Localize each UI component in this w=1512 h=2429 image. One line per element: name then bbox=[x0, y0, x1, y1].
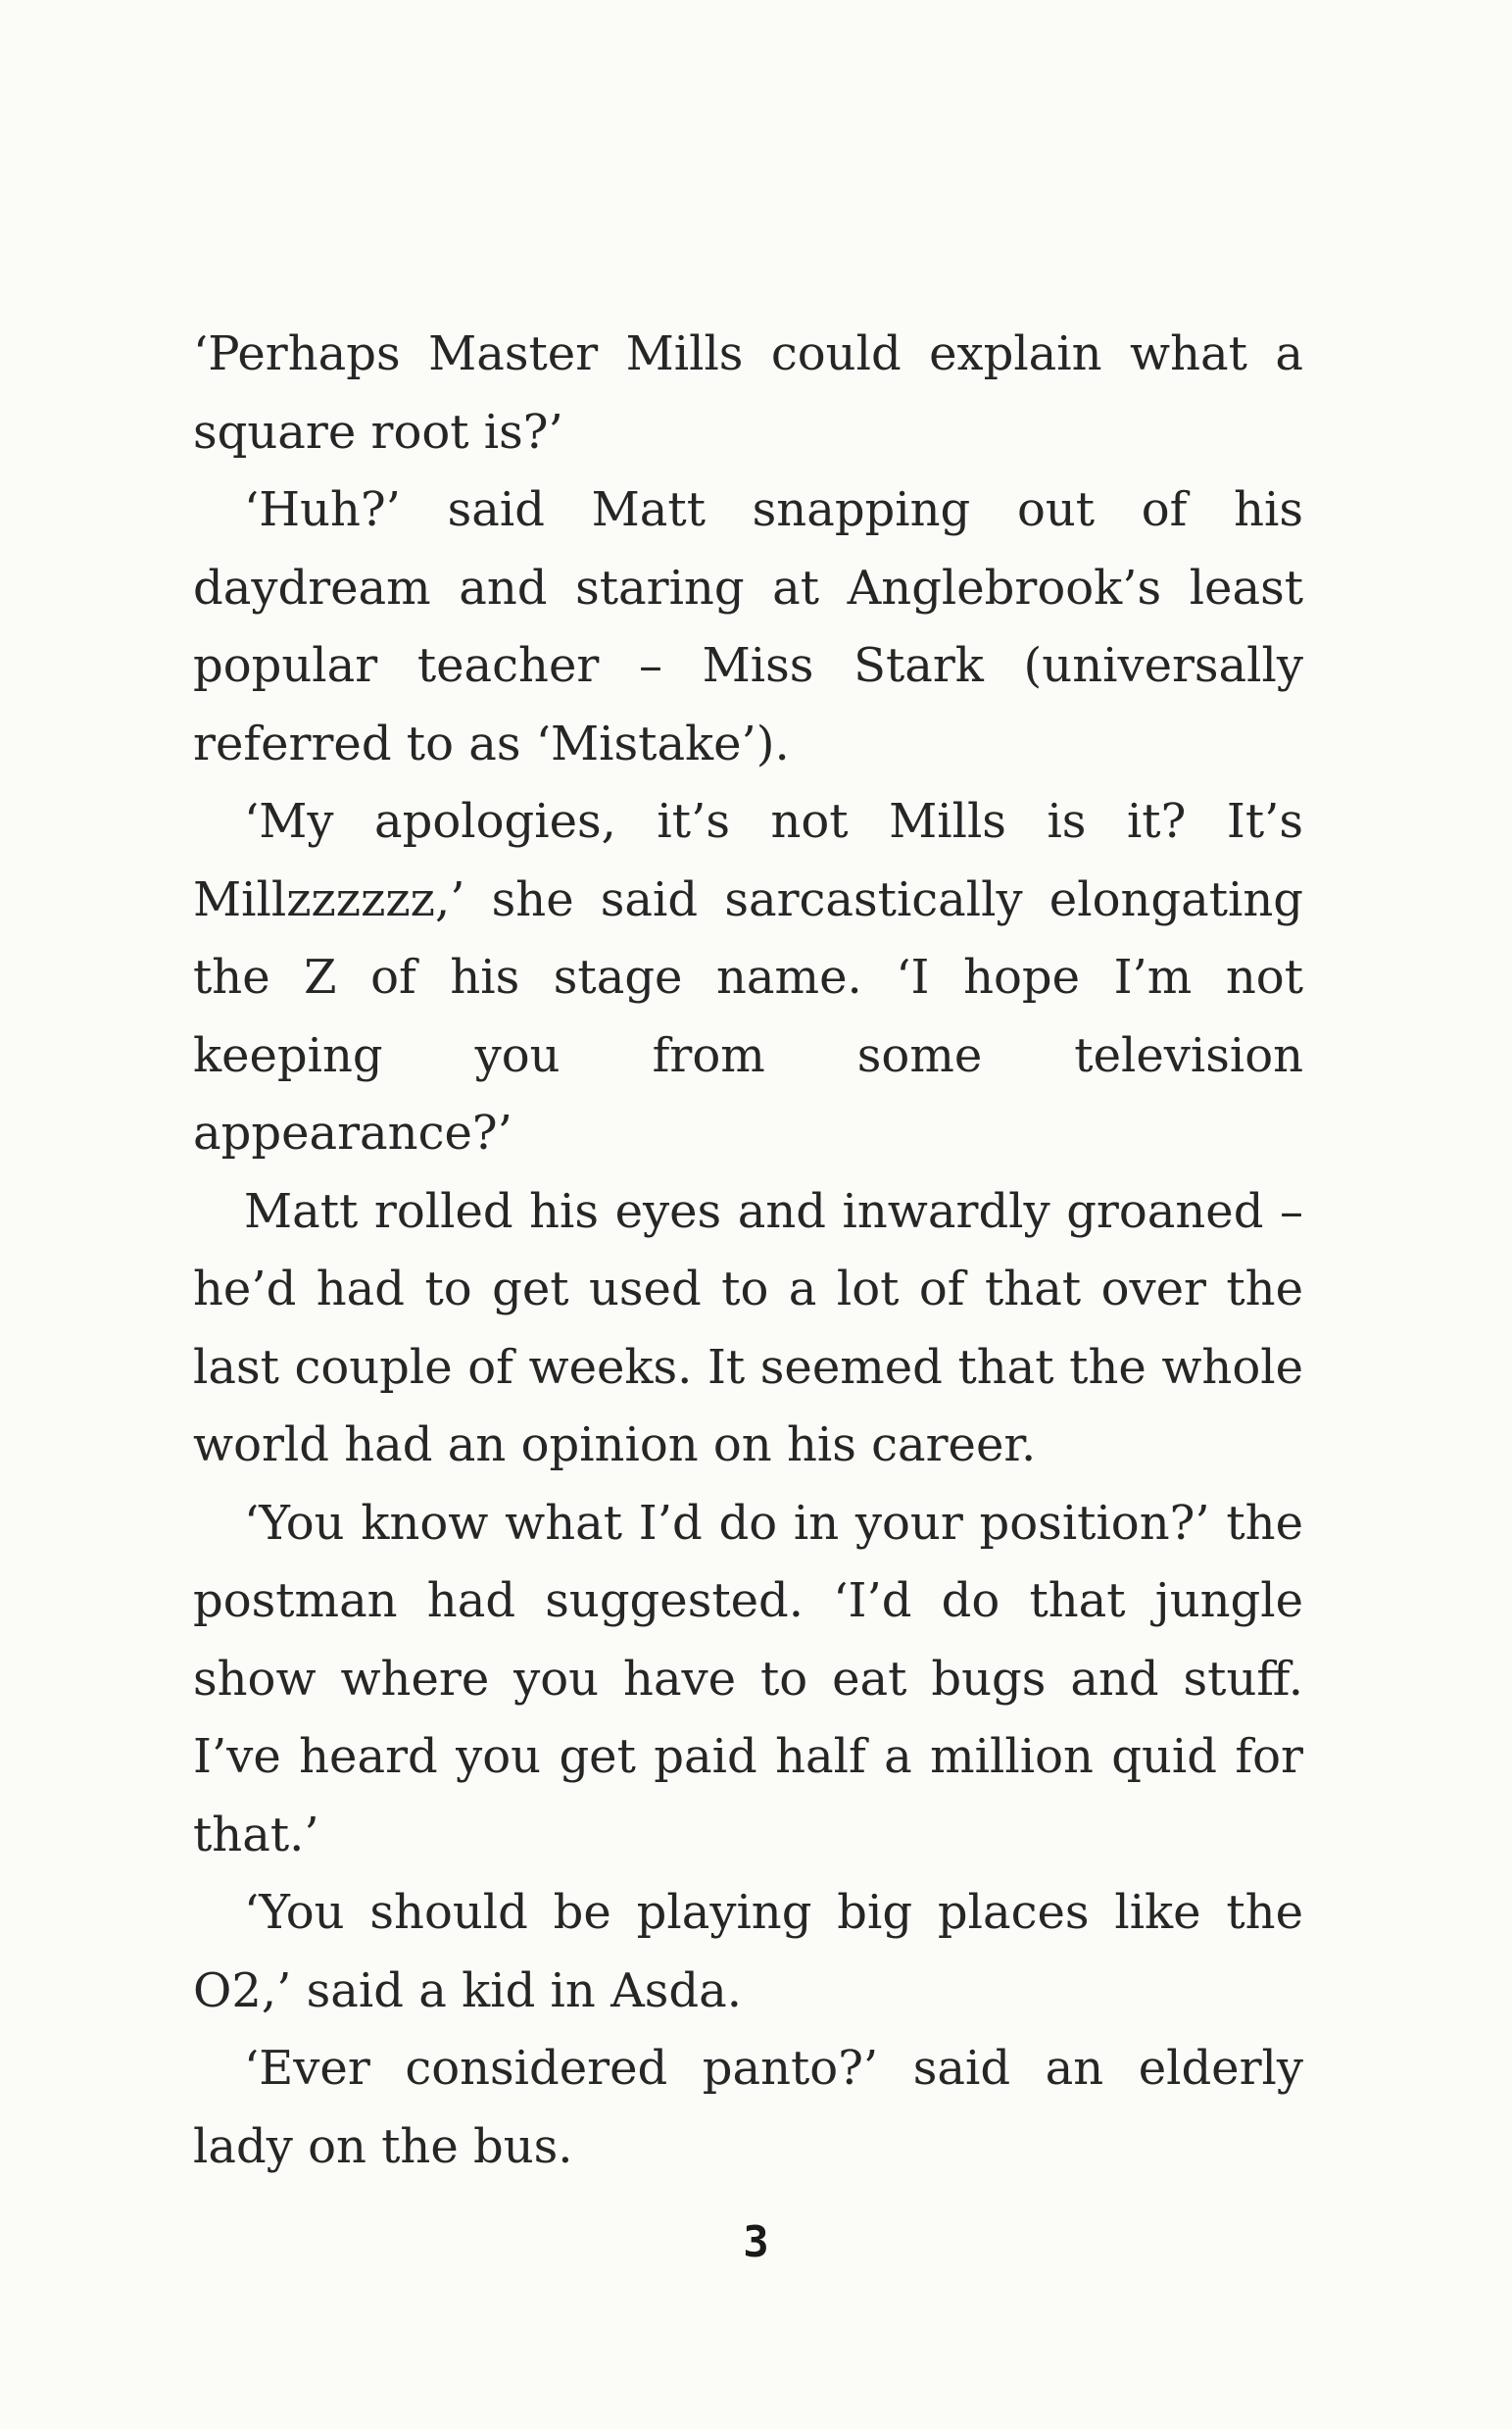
paragraph-7: ‘Ever considered panto?’ said an elderly lady on the bus. bbox=[193, 2041, 1303, 2174]
paragraph-2: ‘Huh?’ said Matt snapping out of his daydream and staring at Anglebrook’s least popular teacher – Miss Stark (universally referred to as ‘Mistake’). bbox=[193, 482, 1303, 771]
body-text bbox=[193, 316, 1303, 2186]
paragraph-3: ‘My apologies, it’s not Mills is it? It’s Millzzzzzz,’ she said sarcastically elongating the Z of his stage name. ‘I hope I’m not keeping you from some television appearance?’ bbox=[193, 794, 1303, 1161]
paragraph-4: Matt rolled his eyes and inwardly groaned – he’d had to get used to a lot of that over the last couple of weeks. It seemed that the whole world had an opinion on his career. bbox=[193, 1183, 1303, 1472]
page-number: 3 bbox=[743, 2217, 769, 2267]
paragraph-1: ‘Perhaps Master Mills could explain what a square root is?’ bbox=[193, 326, 1303, 460]
paragraph-6: ‘You should be playing big places like the O2,’ said a kid in Asda. bbox=[193, 1885, 1303, 2018]
paragraph-5: ‘You know what I’d do in your position?’ the postman had suggested. ‘I’d do that jungle show where you have to eat bugs and stuff. I’ve heard you get paid half a million quid for that.’ bbox=[193, 1495, 1303, 1862]
